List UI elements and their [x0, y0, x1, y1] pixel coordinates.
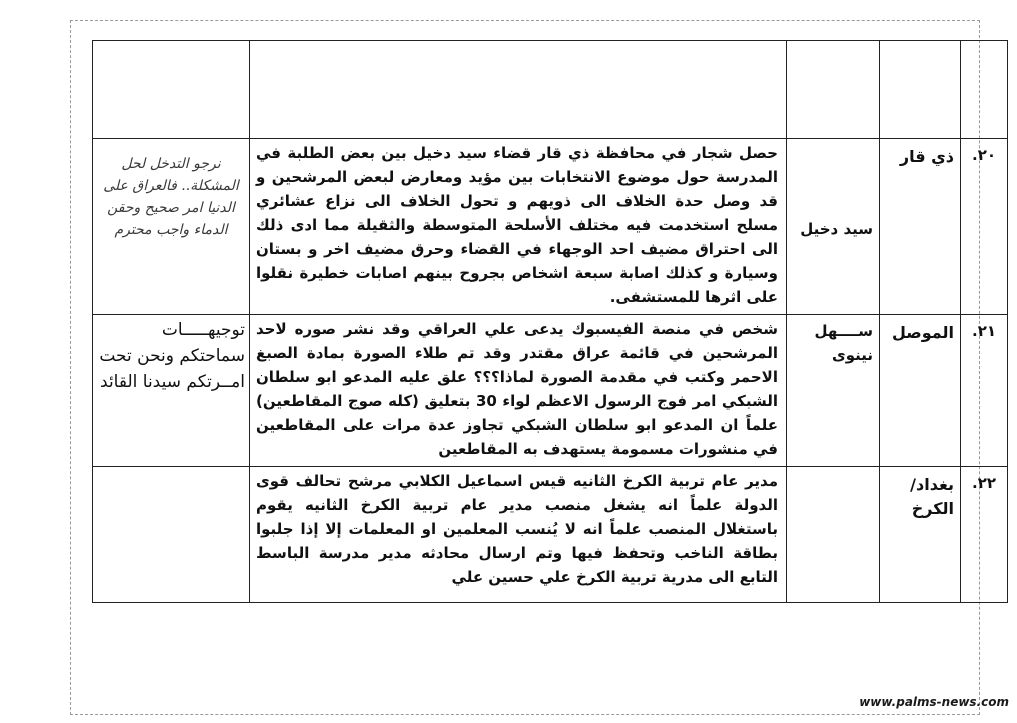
district-cell: [787, 467, 880, 603]
row-number-cell: ٢٢.: [961, 467, 1008, 603]
incident-cell: [250, 41, 787, 139]
table-row: [93, 139, 1008, 315]
handwritten-note: نرجو التدخل لحل المشكلة.. فالعراق على الدنيا امر صحيح وحقن الدماء واجب محترم: [103, 156, 239, 238]
table-row: [93, 41, 1008, 139]
note-cell: توجيهـــــات سماحتكم ونحن تحت امــرتكم سيدنا القائد: [93, 315, 250, 467]
note-cell: [93, 41, 250, 139]
row-number-cell: [961, 41, 1008, 139]
governorate-cell: الموصل: [880, 315, 961, 467]
note-cell: [93, 467, 250, 603]
row-number-cell: ٢٠.: [961, 139, 1008, 315]
table-row: [93, 467, 1008, 603]
district-cell: [787, 41, 880, 139]
note-cell: [93, 139, 250, 315]
governorate-cell: بغداد/الكرخ: [880, 467, 961, 603]
website-watermark: www.palms-news.com: [859, 695, 1009, 709]
district-cell: سيد دخيل: [787, 139, 880, 315]
incident-cell: حصل شجار في محافظة ذي قار قضاء سيد دخيل بين بعض الطلبة في المدرسة حول موضوع الانتخابات بين مؤيد ومعارض لبعض المرشحين و قد وصل حدة الخلاف الى ذويهم و تحول الخلاف الى نزاع عشائري مسلح استخدمت فيه مختلف الأسلحة المتوسطة والثقيلة مما ادى ذلك الى احتراق مضيف احد الوجهاء في القضاء وحرق مضيف اخر و بستان وسيارة و كذلك اصابة سبعة اشخاص بجروح بينهم اصابات خطيرة نقلوا على اثرها للمستشفى.: [250, 139, 787, 315]
incident-cell: شخص في منصة الفيسبوك يدعى علي العراقي وقد نشر صوره لاحد المرشحين في قائمة عراق مقتدر وقد تم طلاء الصورة بمادة الصبغ الاحمر وكتب في مقدمة الصورة لماذا؟؟؟ علق عليه المدعو ابو سلطان الشبكي امر فوج الرسول الاعظم لواء 30 بتعليق (كله صوج المقاطعين) علماً ان المدعو ابو سلطان الشبكي تجاوز عدة مرات على المقاطعين في منشورات مسمومة يستهدف به المقاطعين: [250, 315, 787, 467]
table-row: [93, 315, 1008, 467]
incident-cell: مدير عام تربية الكرخ الثانيه قيس اسماعيل الكلابي مرشح تحالف قوى الدولة علماً انه يشغل منصب مدير عام تربية الكرخ الثانيه يقوم باستغلال المنصب علماً انه لا يُنسب المعلمين او المعلمات إلا إذا جلبوا بطاقة الناخب وتحفظ فيها وتم ارسال محادثه مدير مدرسة الباسط التابع الى مدرية تربية الكرخ علي حسين علي: [250, 467, 787, 603]
district-cell: ســــهل نينوى: [787, 315, 880, 467]
incident-table: [92, 40, 1008, 603]
governorate-cell: ذي قار: [880, 139, 961, 315]
row-number-cell: ٢١.: [961, 315, 1008, 467]
governorate-cell: [880, 41, 961, 139]
